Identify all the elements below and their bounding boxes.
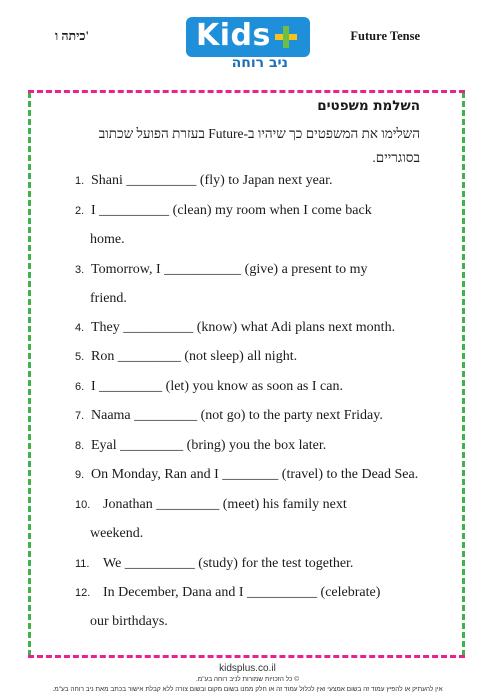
question-6	[75, 379, 343, 395]
question-7	[75, 408, 383, 424]
footer-site-link[interactable]: kidsplus.co.il	[219, 663, 276, 674]
header-topic: Future Tense	[350, 29, 420, 43]
question-text: Eyal _________ (bring) you the box later.	[91, 438, 327, 453]
question-number: 11.	[75, 558, 90, 570]
question-number: 3.	[75, 264, 85, 276]
question-text: I _________ (let) you know as soon as I can.	[91, 379, 343, 394]
question-3-continuation: friend.	[90, 291, 127, 306]
question-number: 9.	[75, 469, 85, 481]
question-number: 5.	[75, 351, 85, 363]
question-text: Jonathan _________ (meet) his family next	[103, 497, 347, 512]
logo-word: Kids	[196, 18, 271, 53]
question-text: They __________ (know) what Adi plans next month.	[91, 320, 396, 335]
question-number: 1.	[75, 175, 85, 187]
footer-copyright: © כל הזכויות שמורות לניב רוחה בע"מ.	[195, 676, 300, 683]
question-text: I __________ (clean) my room when I come back	[91, 203, 372, 218]
question-text: Tomorrow, I ___________ (give) a present to my	[91, 262, 368, 277]
question-9	[75, 467, 418, 483]
worksheet-instructions: השלימו את המשפטים כך שיהיו ב-Future בעזרת הפועל שכתוב בסוגריים.	[98, 126, 420, 165]
question-number: 7.	[75, 410, 85, 422]
footer-notice: אין להעתיק או להפיץ עמוד זה בשום אמצעי ואין לכלול עמוד זה או חלק ממנו בשום מקום ובשום צורה ללא קבלת אישור בכתב מאת ניב רוחה בע"מ.	[52, 686, 443, 693]
header-grade: כיתה ו'	[55, 29, 90, 43]
logo-subtitle: ניב רוחה	[231, 55, 288, 71]
question-5	[75, 349, 297, 365]
question-2-continuation: home.	[90, 232, 125, 247]
question-10	[75, 497, 347, 513]
question-1	[75, 173, 332, 189]
question-text: We __________ (study) for the test together.	[103, 556, 354, 571]
question-number: 10.	[75, 499, 91, 511]
question-number: 2.	[75, 205, 85, 217]
question-text: On Monday, Ran and I ________ (travel) to the Dead Sea.	[91, 467, 419, 482]
question-8	[75, 438, 326, 454]
question-text: Naama _________ (not go) to the party next Friday.	[91, 408, 383, 423]
question-12-continuation: our birthdays.	[90, 614, 168, 629]
question-4	[75, 320, 395, 336]
question-text: Shani __________ (fly) to Japan next year.	[91, 173, 333, 188]
worksheet-title: השלמת משפטים	[317, 98, 420, 114]
question-2	[75, 203, 372, 219]
question-number: 8.	[75, 440, 85, 452]
question-text: Ron _________ (not sleep) all night.	[91, 349, 298, 364]
question-number: 6.	[75, 381, 85, 393]
question-12	[75, 585, 380, 601]
question-3	[75, 262, 368, 278]
question-10-continuation: weekend.	[90, 526, 144, 541]
question-number: 4.	[75, 322, 85, 334]
question-11	[75, 556, 353, 572]
question-text: In December, Dana and I __________ (celebrate)	[103, 585, 381, 600]
question-number: 12.	[75, 587, 91, 599]
